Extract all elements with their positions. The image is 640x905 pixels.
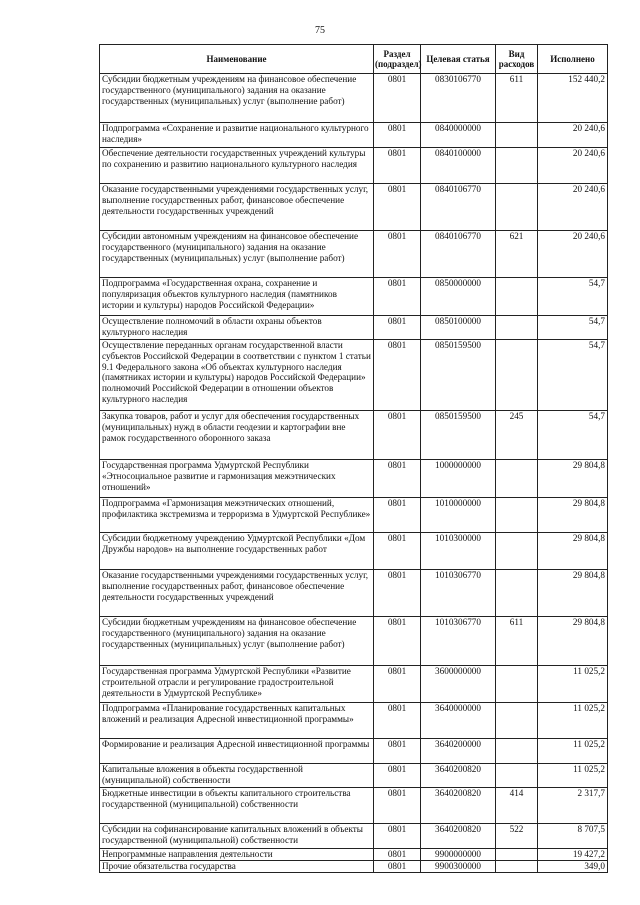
row-executed: 349,0	[538, 861, 608, 873]
row-executed: 54,7	[538, 340, 608, 411]
row-target-article: 0850159500	[421, 411, 496, 460]
row-target-article: 3640200820	[421, 764, 496, 788]
row-section: 0801	[374, 460, 421, 498]
row-name: Оказание государственными учреждениями государственных услуг, выполнение государственных работ, финансовое обеспечение деятельности государственных учреждений	[100, 570, 374, 617]
row-executed: 19 427,2	[538, 849, 608, 861]
row-expense-type: 414	[496, 788, 538, 824]
row-expense-type	[496, 570, 538, 617]
row-executed: 54,7	[538, 316, 608, 340]
row-expense-type	[496, 861, 538, 873]
row-section: 0801	[374, 861, 421, 873]
row-section: 0801	[374, 824, 421, 849]
table-row	[100, 460, 608, 498]
row-name: Государственная программа Удмуртской Республики «Развитие строительной отрасли и регулирование градостроительной деятельности в Удмуртской Республике»	[100, 666, 374, 703]
header-executed: Исполнено	[538, 45, 608, 74]
row-expense-type: 522	[496, 824, 538, 849]
table-row	[100, 570, 608, 617]
row-executed: 11 025,2	[538, 764, 608, 788]
row-expense-type	[496, 849, 538, 861]
row-section: 0801	[374, 703, 421, 739]
row-name: Обеспечение деятельности государственных учреждений культуры по сохранению и развитию национального культурного наследия	[100, 148, 374, 184]
table-row	[100, 184, 608, 231]
table-row	[100, 764, 608, 788]
row-section: 0801	[374, 184, 421, 231]
row-section: 0801	[374, 316, 421, 340]
table-row	[100, 316, 608, 340]
table-row	[100, 824, 608, 849]
table-row	[100, 123, 608, 148]
table-row	[100, 533, 608, 570]
row-expense-type	[496, 460, 538, 498]
row-expense-type: 611	[496, 74, 538, 123]
row-target-article: 3640000000	[421, 703, 496, 739]
table-row	[100, 739, 608, 764]
header-target-article: Целевая статья	[421, 45, 496, 74]
row-target-article: 9900000000	[421, 849, 496, 861]
row-name: Капитальные вложения в объекты государственной (муниципальной) собственности	[100, 764, 374, 788]
row-expense-type	[496, 533, 538, 570]
row-section: 0801	[374, 498, 421, 533]
row-name: Осуществление переданных органам государственной власти субъектов Российской Федерации в соответствии с пунктом 1 статьи 9.1 Федерального закона «Об объектах культурного наследия (памятниках истории и культуры) народов Российской Федерации» полномочий Российской Федерации в отношении объектов культурного наследия	[100, 340, 374, 411]
row-executed: 2 317,7	[538, 788, 608, 824]
row-name: Субсидии бюджетным учреждениям на финансовое обеспечение государственного (муниципального) задания на оказание государственных (муниципальных) услуг (выполнение работ)	[100, 617, 374, 666]
row-target-article: 3600000000	[421, 666, 496, 703]
row-section: 0801	[374, 148, 421, 184]
row-executed: 11 025,2	[538, 703, 608, 739]
row-name: Субсидии на софинансирование капитальных вложений в объекты государственной (муниципальной) собственности	[100, 824, 374, 849]
row-name: Закупка товаров, работ и услуг для обеспечения государственных (муниципальных) нужд в области геодезии и картографии вне рамок государственного оборонного заказа	[100, 411, 374, 460]
row-section: 0801	[374, 533, 421, 570]
row-executed: 8 707,5	[538, 824, 608, 849]
row-expense-type	[496, 123, 538, 148]
row-target-article: 0850000000	[421, 278, 496, 316]
row-expense-type	[496, 316, 538, 340]
row-executed: 29 804,8	[538, 533, 608, 570]
row-section: 0801	[374, 123, 421, 148]
header-name: Наименование	[100, 45, 374, 74]
row-name: Осуществление полномочий в области охраны объектов культурного наследия	[100, 316, 374, 340]
row-executed: 29 804,8	[538, 570, 608, 617]
row-executed: 29 804,8	[538, 617, 608, 666]
row-executed: 11 025,2	[538, 739, 608, 764]
row-executed: 20 240,6	[538, 123, 608, 148]
header-expense-type: Вид расходов	[496, 45, 538, 74]
row-executed: 29 804,8	[538, 498, 608, 533]
row-name: Государственная программа Удмуртской Республики «Этносоциальное развитие и гармонизация межэтнических отношений»	[100, 460, 374, 498]
row-target-article: 0850159500	[421, 340, 496, 411]
row-section: 0801	[374, 231, 421, 278]
table-row	[100, 788, 608, 824]
row-target-article: 1010000000	[421, 498, 496, 533]
row-expense-type	[496, 703, 538, 739]
row-section: 0801	[374, 666, 421, 703]
row-section: 0801	[374, 617, 421, 666]
row-section: 0801	[374, 764, 421, 788]
row-expense-type	[496, 498, 538, 533]
row-expense-type	[496, 278, 538, 316]
row-section: 0801	[374, 340, 421, 411]
table-row	[100, 74, 608, 123]
table-row	[100, 666, 608, 703]
row-expense-type	[496, 764, 538, 788]
row-name: Формирование и реализация Адресной инвестиционной программы	[100, 739, 374, 764]
row-expense-type	[496, 184, 538, 231]
budget-table	[99, 44, 608, 873]
table-row	[100, 703, 608, 739]
row-executed: 20 240,6	[538, 148, 608, 184]
row-executed: 20 240,6	[538, 184, 608, 231]
row-expense-type	[496, 148, 538, 184]
table-row	[100, 148, 608, 184]
header-section: Раздел (подраздел)	[374, 45, 421, 74]
row-section: 0801	[374, 411, 421, 460]
row-name: Подпрограмма «Государственная охрана, сохранение и популяризация объектов культурного наследия (памятников истории и культуры) народов Российской Федерации»	[100, 278, 374, 316]
table-row	[100, 861, 608, 873]
row-target-article: 1010300000	[421, 533, 496, 570]
row-expense-type	[496, 739, 538, 764]
row-expense-type: 621	[496, 231, 538, 278]
row-section: 0801	[374, 278, 421, 316]
row-section: 0801	[374, 788, 421, 824]
row-section: 0801	[374, 849, 421, 861]
row-name: Подпрограмма «Сохранение и развитие национального культурного наследия»	[100, 123, 374, 148]
table-header-row	[100, 45, 608, 74]
row-executed: 54,7	[538, 411, 608, 460]
table-row	[100, 498, 608, 533]
row-target-article: 3640200000	[421, 739, 496, 764]
row-name: Оказание государственными учреждениями государственных услуг, выполнение государственных работ, финансовое обеспечение деятельности государственных учреждений	[100, 184, 374, 231]
row-name: Прочие обязательства государства	[100, 861, 374, 873]
row-target-article: 1010306770	[421, 617, 496, 666]
row-expense-type: 245	[496, 411, 538, 460]
row-name: Подпрограмма «Гармонизация межэтнических отношений, профилактика экстремизма и терроризма в Удмуртской Республике»	[100, 498, 374, 533]
row-name: Непрограммные направления деятельности	[100, 849, 374, 861]
row-target-article: 3640200820	[421, 824, 496, 849]
page-number: 75	[315, 25, 325, 36]
table-row	[100, 340, 608, 411]
row-target-article: 0830106770	[421, 74, 496, 123]
table-row	[100, 617, 608, 666]
row-target-article: 1010306770	[421, 570, 496, 617]
row-target-article: 0840000000	[421, 123, 496, 148]
row-executed: 20 240,6	[538, 231, 608, 278]
row-name: Субсидии бюджетным учреждениям на финансовое обеспечение государственного (муниципального) задания на оказание государственных (муниципальных) услуг (выполнение работ)	[100, 74, 374, 123]
row-section: 0801	[374, 570, 421, 617]
table-row	[100, 849, 608, 861]
row-executed: 54,7	[538, 278, 608, 316]
table-row	[100, 411, 608, 460]
row-target-article: 9900300000	[421, 861, 496, 873]
row-target-article: 0840106770	[421, 184, 496, 231]
row-section: 0801	[374, 74, 421, 123]
row-name: Субсидии бюджетному учреждению Удмуртской Республики «Дом Дружбы народов» на выполнение государственных работ	[100, 533, 374, 570]
row-name: Бюджетные инвестиции в объекты капитального строительства государственной (муниципальной) собственности	[100, 788, 374, 824]
row-target-article: 1000000000	[421, 460, 496, 498]
row-expense-type: 611	[496, 617, 538, 666]
row-target-article: 0840100000	[421, 148, 496, 184]
row-target-article: 0840106770	[421, 231, 496, 278]
row-executed: 11 025,2	[538, 666, 608, 703]
row-executed: 29 804,8	[538, 460, 608, 498]
row-name: Подпрограмма «Планирование государственных капитальных вложений и реализация Адресной инвестиционной программы»	[100, 703, 374, 739]
table-row	[100, 278, 608, 316]
row-target-article: 0850100000	[421, 316, 496, 340]
row-section: 0801	[374, 739, 421, 764]
table-row	[100, 231, 608, 278]
row-executed: 152 440,2	[538, 74, 608, 123]
row-target-article: 3640200820	[421, 788, 496, 824]
row-expense-type	[496, 666, 538, 703]
row-expense-type	[496, 340, 538, 411]
row-name: Субсидии автономным учреждениям на финансовое обеспечение государственного (муниципального) задания на оказание государственных (муниципальных) услуг (выполнение работ)	[100, 231, 374, 278]
